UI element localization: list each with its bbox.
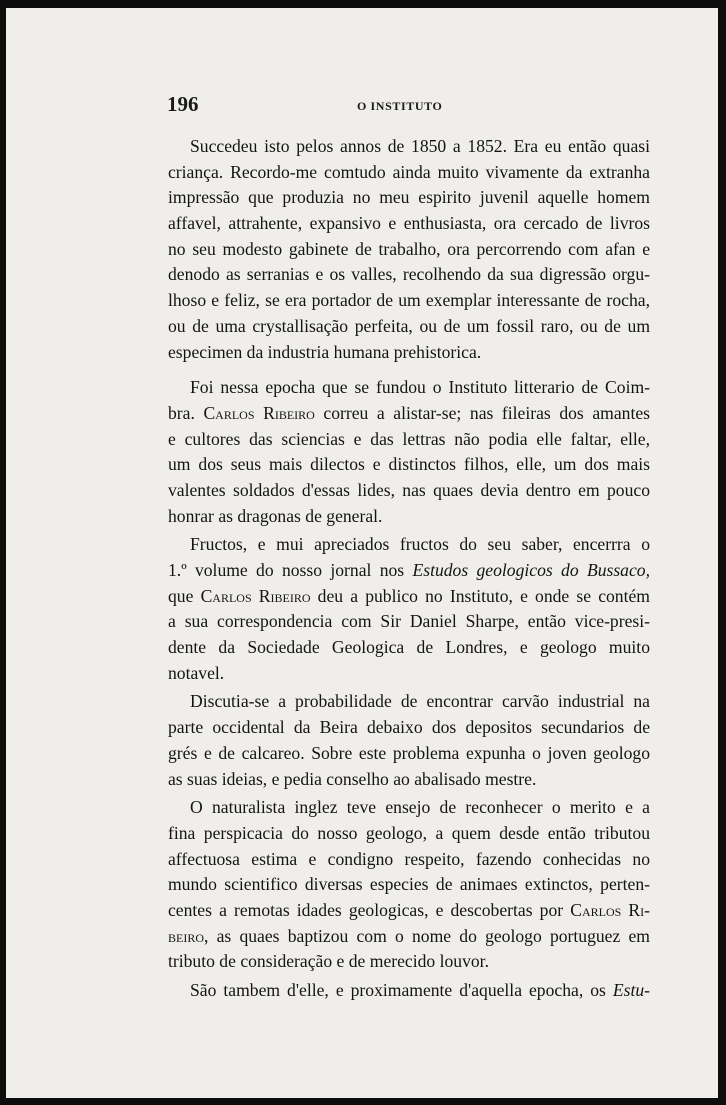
text-line: Foi nessa epocha que se fundou o Instituto litterario de Coim- xyxy=(190,377,650,398)
author-name: Carlos Ribeiro xyxy=(203,402,315,423)
body-text xyxy=(168,134,650,1004)
text-line: grés e de calcareo. Sobre este problema expunha o joven geologo xyxy=(168,742,650,763)
text-line: criança. Recordo-me comtudo ainda muito vivamente da extranha xyxy=(168,161,650,182)
text-line xyxy=(168,898,650,924)
text-line: parte occidental da Beira debaixo dos depositos secundarios de xyxy=(168,717,650,738)
text-line: um dos seus mais dilectos e distinctos filhos, elle, um dos mais xyxy=(168,454,650,475)
text-fragment: que xyxy=(168,585,201,606)
text-line: as suas ideias, e pedia conselho ao abalisado mestre. xyxy=(168,768,537,789)
text-line: mundo scientifico diversas especies de animaes extinctos, perten- xyxy=(168,874,650,895)
text-line: Discutia-se a probabilidade de encontrar carvão industrial na xyxy=(190,691,650,712)
text-line xyxy=(168,924,650,950)
text-line: especimen da industria humana prehistorica. xyxy=(168,341,482,362)
text-fragment: São tambem d'elle, e proximamente d'aquella epocha, os xyxy=(190,980,613,1000)
text-line: a sua correspondencia com Sir Daniel Sharpe, então vice-presi- xyxy=(168,611,650,632)
text-line: Fructos, e mui apreciados fructos do seu saber, encerrra o xyxy=(190,534,650,555)
text-line: notavel. xyxy=(168,662,225,683)
paragraph xyxy=(168,375,650,529)
text-line: valentes soldados d'essas lides, nas quaes devia dentro em pouco xyxy=(168,479,650,500)
text-fragment: bra. xyxy=(168,402,204,423)
text-line: O naturalista inglez teve ensejo de reconhecer o merito e a xyxy=(190,797,650,818)
page-header xyxy=(167,92,567,122)
text-line xyxy=(168,978,650,1004)
publication-title: Estudos geologicos do Bussaco, xyxy=(412,560,650,580)
author-name: Carlos Ribeiro xyxy=(200,585,311,606)
text-line: Succedeu isto pelos annos de 1850 a 1852. Era eu então quasi xyxy=(190,136,650,156)
publication-title: Estu- xyxy=(612,980,650,1000)
text-fragment: 1.º volume do nosso jornal nos xyxy=(168,560,413,580)
text-line: ou de uma crystallisação perfeita, ou de um fossil raro, ou de um xyxy=(168,315,650,336)
text-line xyxy=(168,584,650,610)
paragraph xyxy=(168,532,650,686)
text-line xyxy=(168,558,650,584)
text-line: dente da Sociedade Geologica de Londres, e geologo muito xyxy=(168,637,650,658)
text-line: tributo de consideração e de merecido louvor. xyxy=(168,951,489,972)
text-line xyxy=(168,401,650,427)
text-line: honrar as dragonas de general. xyxy=(168,505,383,526)
text-line: lhoso e feliz, se era portador de um exemplar interessante de rocha, xyxy=(168,290,650,311)
paragraph xyxy=(168,689,650,792)
text-line: denodo as serranias e os valles, recolhendo da sua digressão orgu- xyxy=(168,264,650,285)
text-line: fina perspicacia do nosso geologo, a quem desde então tributou xyxy=(168,822,650,843)
paragraph xyxy=(168,978,650,1004)
text-line: affectuosa estima e condigno respeito, fazendo conhecidas no xyxy=(168,848,650,869)
author-name: beiro xyxy=(168,925,204,946)
paragraph xyxy=(168,795,650,975)
text-fragment: , as quaes baptizou com o nome do geologo portuguez em xyxy=(204,925,650,946)
text-line: no seu modesto gabinete de trabalho, ora percorrendo com afan e xyxy=(168,238,650,259)
text-line: affavel, attrahente, expansivo e enthusiasta, ora cercado de livros xyxy=(168,213,650,234)
running-title: O INSTITUTO xyxy=(357,99,443,113)
page-number: 196 xyxy=(167,92,199,116)
text-line: e cultores das sciencias e das lettras não podia elle faltar, elle, xyxy=(168,428,650,449)
text-fragment: correu a alistar-se; nas fileiras dos amantes xyxy=(314,402,650,423)
paragraph xyxy=(168,134,650,365)
author-name: Carlos Ri- xyxy=(570,899,650,920)
text-fragment: centes a remotas idades geologicas, e descobertas por xyxy=(168,899,571,920)
text-line: impressão que produzia no meu espirito juvenil aquelle homem xyxy=(168,187,650,208)
text-fragment: deu a publico no Instituto, e onde se contém xyxy=(310,585,650,606)
book-page xyxy=(6,8,718,1098)
